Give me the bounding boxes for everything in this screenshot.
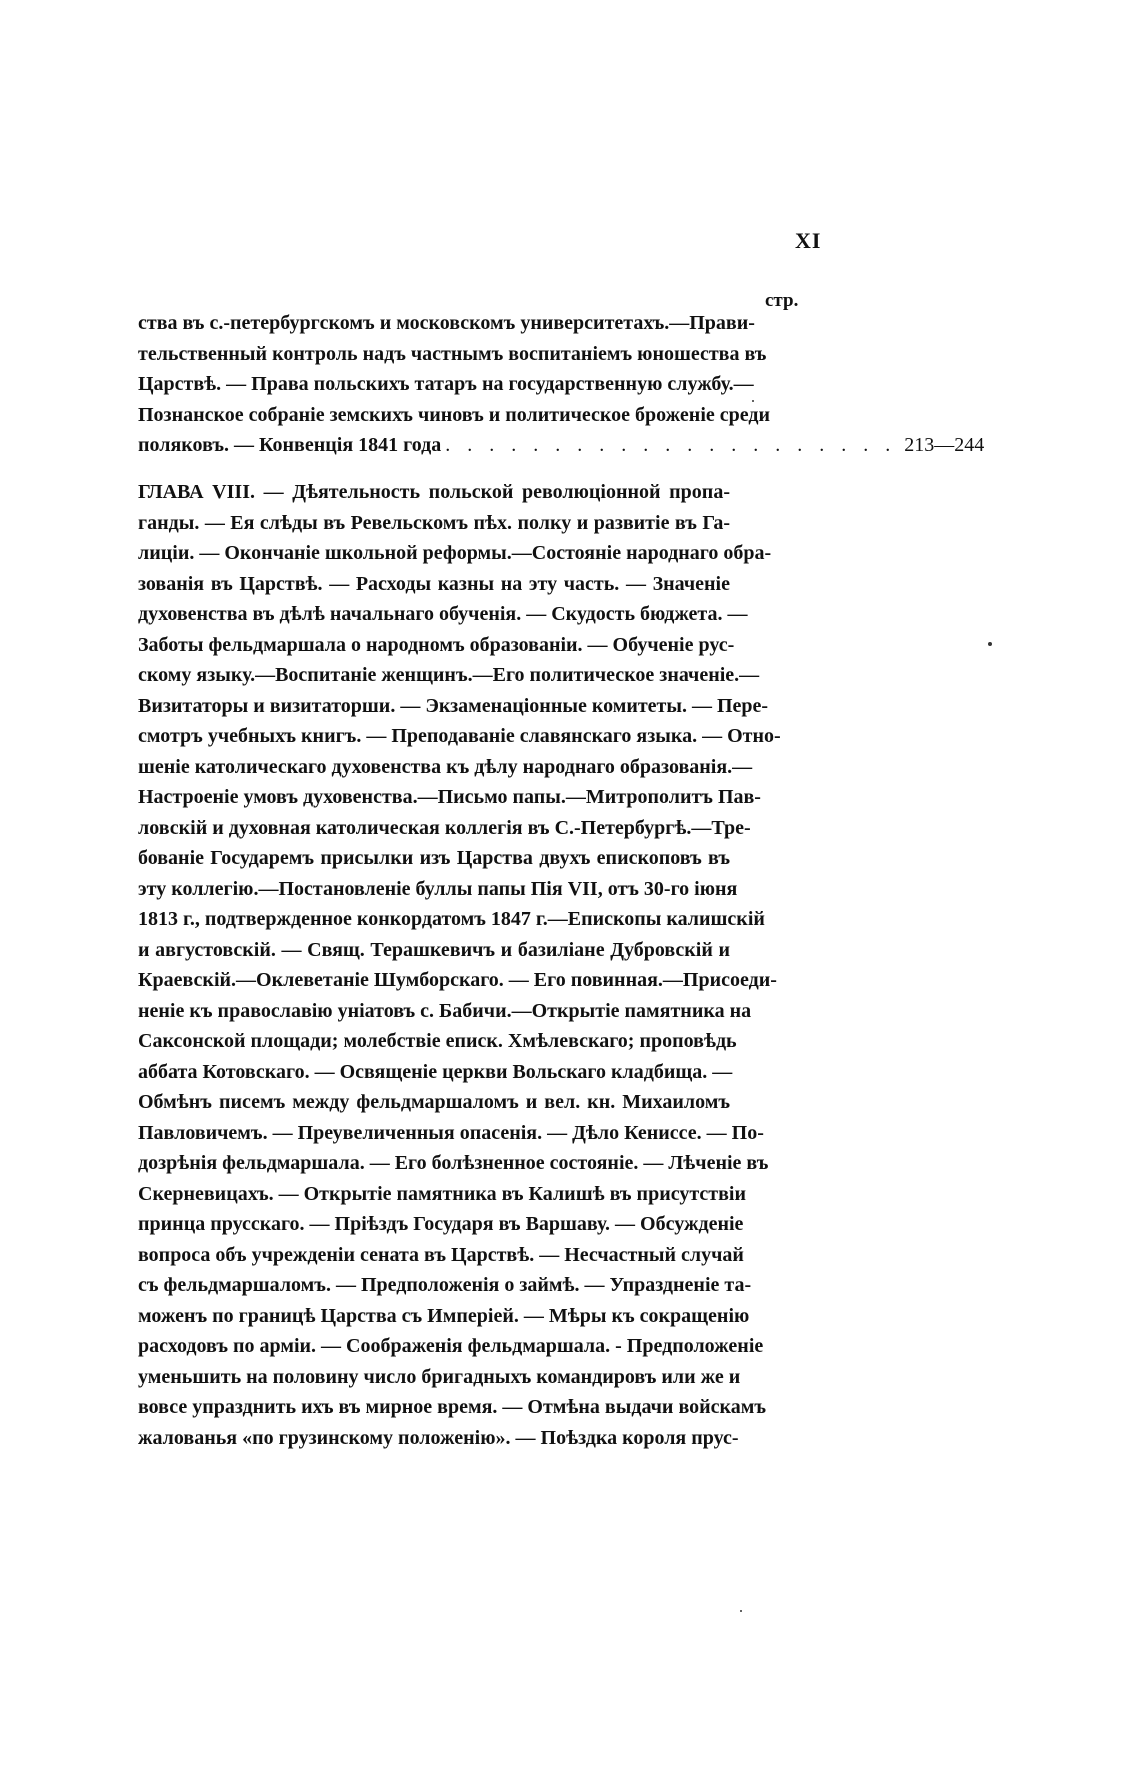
text-line: зованія въ Царствѣ. — Расходы казны на эту часть. — Значеніе [138,572,730,595]
text-line: неніе къ православію уніатовъ с. Бабичи.—Открытіе памятника на [138,999,752,1022]
chapter-heading-line: ГЛАВА VIII. — Дѣятельность польской революціонной пропа- [138,481,730,503]
text-line: и августовскій. — Свящ. Терашкевичъ и базиліане Дубровскій и [138,938,730,961]
text-line: принца прусскаго. — Пріѣздъ Государя въ Варшаву. — Обсужденіе [138,1213,744,1235]
text-line: Познанское собраніе земскихъ чиновъ и политическое броженіе среди [138,403,771,426]
text-line: вовсе упразднить ихъ въ мирное время. — Отмѣна выдачи войскамъ [138,1396,767,1418]
text-line: Визитаторы и визитаторши. — Экзаменаціонные комитеты. — Пере- [138,694,769,717]
text-line: лиціи. — Окончаніе школьной реформы.—Состояніе народнаго обра- [138,542,772,564]
text-line: моженъ по границѣ Царства съ Имперіей. — Мѣры къ сокращенію [138,1304,750,1327]
text-line: 1813 г., подтвержденное конкордатомъ 1847 г.—Епископы калишскій [138,908,765,930]
print-speck [988,642,992,646]
text-line: Краевскій.—Оклеветаніе Шумборскаго. — Его повинная.—Присоеди- [138,969,777,991]
dot-leader: . . . . . . . . . . . . . . . . . . . . . [445,434,897,456]
text-line: жалованья «по грузинскому положенію». — Поѣздка короля прус- [138,1426,739,1449]
text-line: вопроса объ учрежденіи сената въ Царствѣ. — Несчастный случай [138,1243,744,1266]
text-line: ловскій и духовная католическая коллегія въ С.-Петербургѣ.—Тре- [138,816,751,839]
text-line: скому языку.—Воспитаніе женщинъ.—Его политическое значеніе.— [138,664,760,686]
text-line: расходовъ по арміи. — Соображенія фельдмаршала. - Предположеніе [138,1335,764,1357]
pages-column-label: стр. [765,290,799,311]
toc-entry-1-last-line [138,430,985,461]
toc-entry-1 [138,308,985,461]
text-line: Обмѣнъ писемъ между фельдмаршаломъ и вел. кн. Михаиломъ [138,1091,730,1113]
text-line: духовенства въ дѣлѣ начальнаго обученія. — Скудость бюджета. — [138,603,748,625]
text-line: уменьшить на половину число бригадныхъ командировъ или же и [138,1365,741,1388]
text-line: Царствѣ. — Права польскихъ татаръ на государственную службу.— [138,373,754,395]
text-line: тельственный контроль надъ частнымъ воспитаніемъ юношества въ [138,342,767,365]
text-line: бованіе Государемъ присылки изъ Царства двухъ епископовъ въ [138,847,730,869]
text-line: Саксонской площади; молебствіе еписк. Хмѣлевскаго; проповѣдь [138,1030,737,1052]
text-line: Заботы фельдмаршала о народномъ образованіи. — Обученіе рус- [138,633,735,656]
text-line: эту коллегію.—Постановленіе буллы папы Пія VII, отъ 30-го іюня [138,877,738,900]
text-line: Скерневицахъ. — Открытіе памятника въ Калишѣ въ присутствіи [138,1182,746,1205]
chapter-8-summary [138,477,781,1453]
text-line: съ фельдмаршаломъ. — Предположенія о займѣ. — Упраздненіе та- [138,1274,752,1296]
text-line: шеніе католическаго духовенства къ дѣлу народнаго образованія.— [138,755,753,778]
page-number: XI [795,228,822,253]
print-speck [740,1610,742,1612]
page-range: 213—244 [904,434,985,456]
text-line: поляковъ. — Конвенція 1841 года [138,434,442,456]
text-line: Павловичемъ. — Преувеличенныя опасенія. — Дѣло Кениссе. — По- [138,1121,764,1144]
text-line: ства въ с.-петербургскомъ и московскомъ университетахъ.—Прави- [138,312,755,334]
text-line: смотръ учебныхъ книгъ. — Преподаваніе славянскаго языка. — Отно- [138,725,781,747]
text-line: аббата Котовскаго. — Освященіе церкви Вольскаго кладбища. — [138,1060,733,1083]
text-line: ганды. — Ея слѣды въ Ревельскомъ пѣх. полку и развитіе въ Га- [138,511,730,534]
text-line: Настроеніе умовъ духовенства.—Письмо папы.—Митрополитъ Пав- [138,786,761,808]
print-speck [752,400,754,402]
text-line: дозрѣнія фельдмаршала. — Его болѣзненное состояніе. — Лѣченіе въ [138,1152,769,1174]
